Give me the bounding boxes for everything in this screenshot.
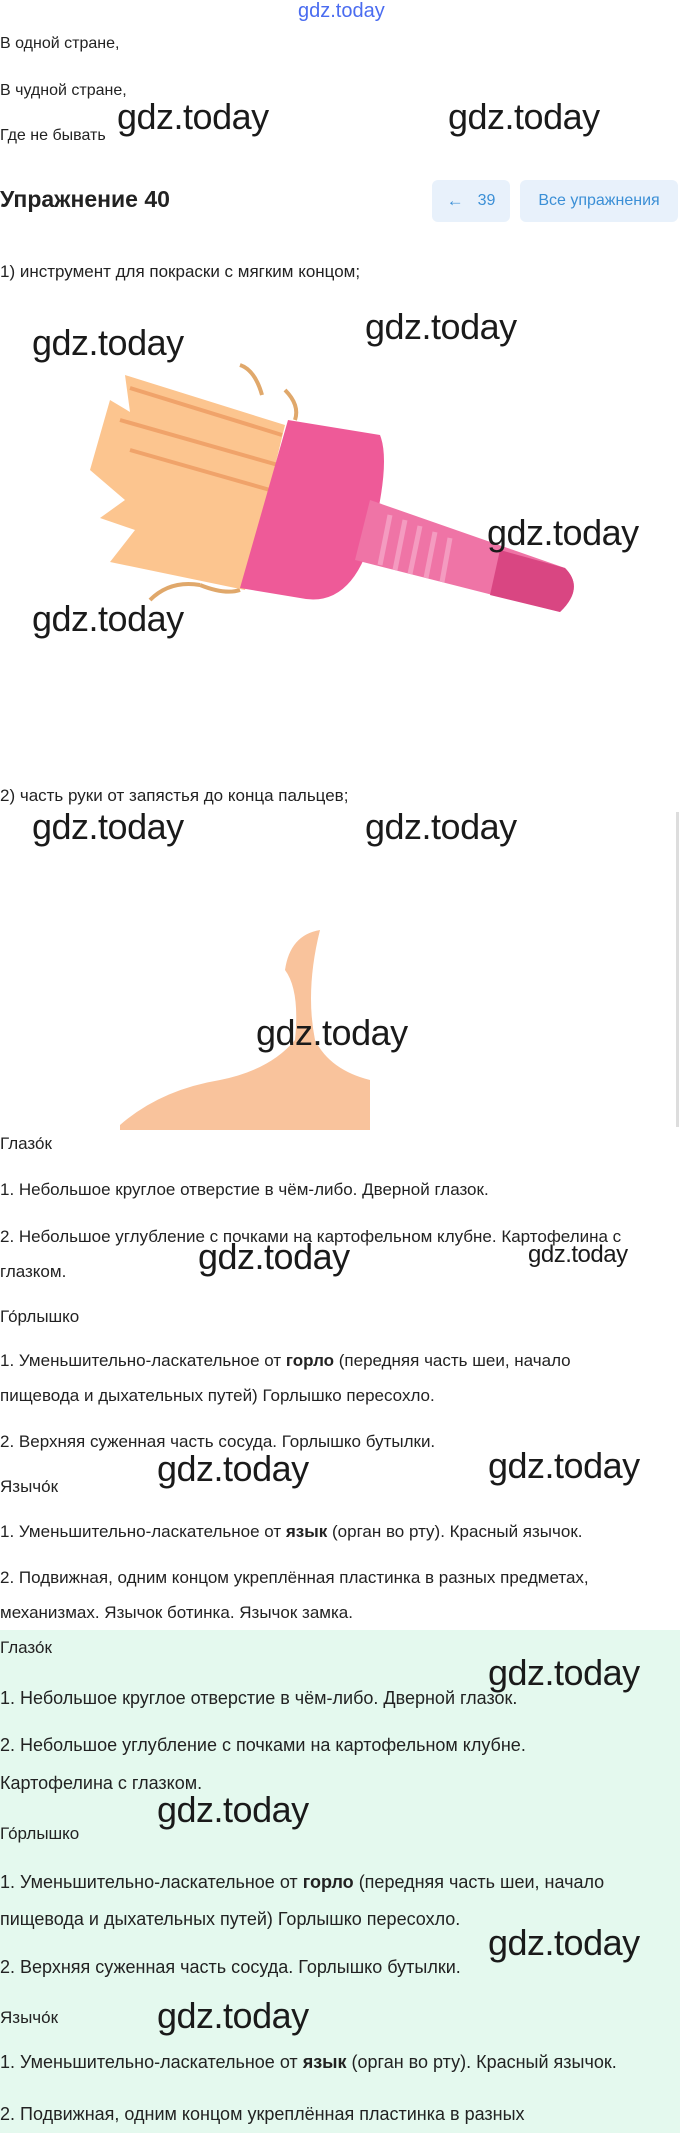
watermark: gdz.today bbox=[488, 1922, 640, 1963]
watermark: gdz.today bbox=[488, 1652, 640, 1693]
watermark: gdz.today bbox=[448, 96, 600, 137]
intro-line-2: В чудной стране, bbox=[0, 82, 127, 99]
watermark: gdz.today bbox=[487, 512, 639, 553]
def-gorlyshko-1b: пищевода и дыхательных путей) Горлышко пересохло. bbox=[0, 1386, 435, 1405]
intro-line-3: Где не бывать bbox=[0, 127, 106, 144]
watermark: gdz.today bbox=[528, 1241, 628, 1268]
riddle-2: 2) часть руки от запястья до конца пальцев; bbox=[0, 786, 349, 805]
watermark: gdz.today bbox=[117, 96, 269, 137]
watermark: gdz.today bbox=[488, 1445, 640, 1486]
def-glazok-2a: 2. Небольшое углубление с почками на картофельном клубне. Картофелина с bbox=[0, 1227, 622, 1246]
def-yazychok-head: Язычо́к bbox=[0, 1477, 59, 1496]
def-glazok-2b: глазком. bbox=[0, 1262, 67, 1281]
def-glazok-1: 1. Небольшое круглое отверстие в чём-либо. Дверной глазок. bbox=[0, 1180, 489, 1199]
ans-glazok-1: 1. Небольшое круглое отверстие в чём-либо. Дверной глазок. bbox=[0, 1688, 518, 1708]
watermark: gdz.today bbox=[157, 1448, 309, 1489]
def-gorlyshko-head: Го́рлышко bbox=[0, 1307, 80, 1326]
intro-line-1: В одной стране, bbox=[0, 35, 120, 52]
ans-glazok-2b: Картофелина с глазком. bbox=[0, 1773, 203, 1793]
arrow-left-icon: ← bbox=[446, 191, 464, 210]
def-yazychok-2a: 2. Подвижная, одним концом укреплённая пластинка в разных предметах, bbox=[0, 1568, 589, 1587]
watermark: gdz.today bbox=[32, 598, 184, 639]
watermark: gdz.today bbox=[32, 806, 184, 847]
def-glazok-head: Глазо́к bbox=[0, 1134, 52, 1153]
watermark: gdz.today bbox=[32, 322, 184, 363]
exercise-title: Упражнение 40 bbox=[0, 186, 170, 212]
watermark: gdz.today bbox=[198, 1236, 350, 1277]
ans-glazok-head: Глазо́к bbox=[0, 1638, 52, 1657]
paint-brush-illustration bbox=[90, 350, 590, 640]
watermark: gdz.today bbox=[157, 1789, 309, 1830]
ans-yazychok-2a: 2. Подвижная, одним концом укреплённая пластинка в разных bbox=[0, 2104, 525, 2124]
def-gorlyshko-2: 2. Верхняя суженная часть сосуда. Горлышко бутылки. bbox=[0, 1432, 436, 1451]
ans-glazok-2a: 2. Небольшое углубление с почками на картофельном клубне. bbox=[0, 1735, 526, 1755]
prev-exercise-label: 39 bbox=[477, 192, 496, 209]
all-exercises-button[interactable]: Все упражнения bbox=[520, 180, 678, 222]
ans-gorlyshko-1b: пищевода и дыхательных путей) Горлышко пересохло. bbox=[0, 1909, 461, 1929]
scroll-edge bbox=[676, 812, 679, 1127]
def-gorlyshko-1a: 1. Уменьшительно-ласкательное от горло (передняя часть шеи, начало bbox=[0, 1351, 571, 1370]
riddle-1: 1) инструмент для покраски с мягким концом; bbox=[0, 262, 361, 281]
prev-exercise-button[interactable] bbox=[432, 180, 510, 222]
ans-gorlyshko-1a: 1. Уменьшительно-ласкательное от горло (передняя часть шеи, начало bbox=[0, 1872, 605, 1892]
ans-gorlyshko-head: Го́рлышко bbox=[0, 1824, 80, 1843]
def-yazychok-2b: механизмах. Язычок ботинка. Язычок замка. bbox=[0, 1603, 353, 1622]
header-watermark: gdz.today bbox=[298, 0, 385, 22]
watermark: gdz.today bbox=[256, 1012, 408, 1053]
def-yazychok-1: 1. Уменьшительно-ласкательное от язык (орган во рту). Красный язычок. bbox=[0, 1522, 583, 1541]
watermark: gdz.today bbox=[365, 306, 517, 347]
watermark: gdz.today bbox=[157, 1995, 309, 2036]
watermark: gdz.today bbox=[365, 806, 517, 847]
ans-yazychok-1: 1. Уменьшительно-ласкательное от язык (орган во рту). Красный язычок. bbox=[0, 2052, 617, 2072]
ans-gorlyshko-2: 2. Верхняя суженная часть сосуда. Горлышко бутылки. bbox=[0, 1957, 461, 1977]
ans-yazychok-head: Язычо́к bbox=[0, 2008, 59, 2027]
